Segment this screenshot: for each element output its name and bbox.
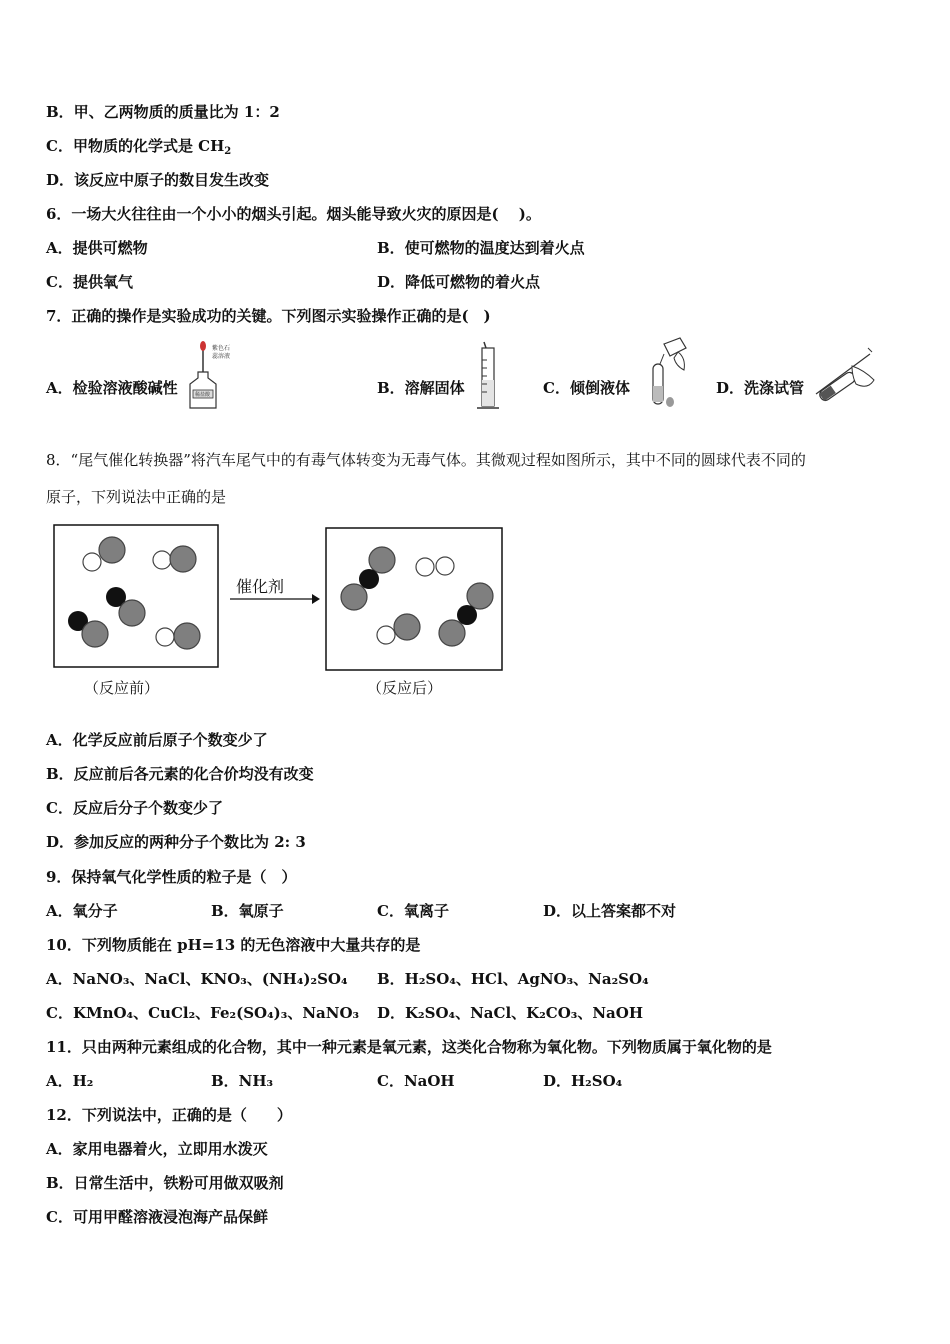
q11-option-c: C．NaOH <box>377 1072 455 1090</box>
q5-option-c <box>46 136 231 156</box>
atom-black <box>359 569 379 589</box>
q7-stem: 7．正确的操作是实验成功的关键。下列图示实验操作正确的是( ) <box>46 307 491 325</box>
q12-option-a: A．家用电器着火，立即用水泼灭 <box>46 1140 268 1158</box>
graduated-cylinder-illustration <box>474 340 504 412</box>
atom-white <box>153 551 171 569</box>
washing-test-tube-illustration <box>808 344 880 412</box>
q7-option-a: A．检验溶液酸碱性 <box>46 379 178 397</box>
atom-white <box>83 553 101 571</box>
q5-option-c-sub: 2 <box>224 146 232 157</box>
atom-black <box>457 605 477 625</box>
q5-option-c-text: C．甲物质的化学式是 CH <box>46 137 225 155</box>
q8-option-b: B．反应前后各元素的化合价均没有改变 <box>46 765 314 783</box>
q8-option-c: C．反应后分子个数变少了 <box>46 799 223 817</box>
q6-option-b: B．使可燃物的温度达到着火点 <box>377 239 585 257</box>
q10-stem: 10．下列物质能在 pH=13 的无色溶液中大量共存的是 <box>46 936 421 954</box>
q10-option-b: B．H₂SO₄、HCl、AgNO₃、Na₂SO₄ <box>377 970 649 988</box>
q8-stem-line2: 原子，下列说法中正确的是 <box>46 488 227 506</box>
litmus-label-1: 紫色石 <box>212 345 231 352</box>
q9-stem: 9．保持氧气化学性质的粒子是（ ） <box>46 868 297 886</box>
atom-gray <box>341 584 367 610</box>
q6-option-a: A．提供可燃物 <box>46 239 148 257</box>
q10-option-a: A．NaNO₃、NaCl、KNO₃、(NH₄)₂SO₄ <box>46 970 348 988</box>
caption-before: （反应前） <box>84 679 160 697</box>
q11-option-d: D．H₂SO₄ <box>543 1072 623 1090</box>
q9-option-d: D．以上答案都不对 <box>543 902 677 920</box>
q6-option-c: C．提供氧气 <box>46 273 133 291</box>
q9-option-b: B．氧原子 <box>211 902 284 920</box>
q6-stem: 6．一场大火往往由一个小小的烟头引起。烟头能导致火灾的原因是( )。 <box>46 205 541 223</box>
q8-stem-line1: 8．“尾气催化转换器”将汽车尾气中的有毒气体转变为无毒气体。其微观过程如图所示，其中不同的圆球代表不同的 <box>46 451 806 469</box>
atom-gray <box>170 546 196 572</box>
atom-gray <box>369 547 395 573</box>
pouring-liquid-illustration <box>640 336 692 412</box>
after-panel <box>326 528 502 670</box>
q7-option-c: C．倾倒液体 <box>543 379 630 397</box>
q12-option-c: C．可用甲醛溶液浸泡海产品保鲜 <box>46 1208 268 1226</box>
q6-option-d: D．降低可燃物的着火点 <box>377 273 541 291</box>
q12-option-b: B．日常生活中，铁粉可用做双吸剂 <box>46 1174 284 1192</box>
q9-option-c: C．氧离子 <box>377 902 449 920</box>
atom-gray <box>174 623 200 649</box>
caption-after: （反应后） <box>367 679 443 697</box>
catalyst-arrow <box>230 577 320 604</box>
q11-option-b: B．NH₃ <box>211 1072 274 1090</box>
atom-gray <box>119 600 145 626</box>
atom-gray <box>439 620 465 646</box>
before-panel <box>54 525 218 667</box>
atom-white <box>436 557 454 575</box>
atom-white <box>377 626 395 644</box>
q12-stem: 12．下列说法中，正确的是（ ） <box>46 1106 292 1124</box>
atom-gray <box>467 583 493 609</box>
litmus-bottle-illustration <box>186 340 246 412</box>
q7-option-b: B．溶解固体 <box>377 379 465 397</box>
atom-white <box>156 628 174 646</box>
atom-white <box>416 558 434 576</box>
q5-option-b: B．甲、乙两物质的质量比为 1：2 <box>46 103 280 121</box>
q9-option-a: A．氧分子 <box>46 902 118 920</box>
q8-option-a: A．化学反应前后原子个数变少了 <box>46 731 268 749</box>
q5-option-d: D．该反应中原子的数目发生改变 <box>46 171 270 189</box>
q10-option-c: C．KMnO₄、CuCl₂、Fe₂(SO₄)₃、NaNO₃ <box>46 1004 360 1022</box>
atom-gray <box>99 537 125 563</box>
bottle-label: 稀盐酸 <box>195 392 211 398</box>
litmus-label-2: 蕊溶液 <box>212 353 231 360</box>
q7-option-d: D．洗涤试管 <box>716 379 805 397</box>
catalyst-label: 催化剂 <box>236 577 285 596</box>
q10-option-d: D．K₂SO₄、NaCl、K₂CO₃、NaOH <box>377 1004 644 1022</box>
q11-stem: 11．只由两种元素组成的化合物，其中一种元素是氧元素，这类化合物称为氧化物。下列物质属于氧化物的是 <box>46 1038 772 1056</box>
atom-gray <box>394 614 420 640</box>
q8-option-d: D．参加反应的两种分子个数比为 2: 3 <box>46 833 306 851</box>
atom-gray <box>82 621 108 647</box>
q11-option-a: A．H₂ <box>46 1072 94 1090</box>
